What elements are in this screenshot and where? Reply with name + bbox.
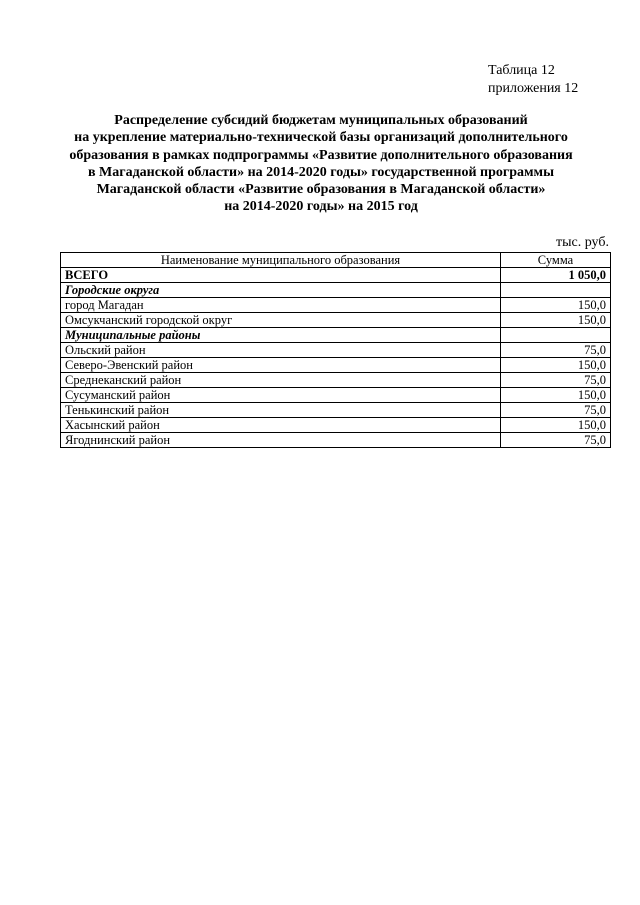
municipality-name: Северо-Эвенский район	[61, 358, 501, 373]
municipality-name: Ольский район	[61, 343, 501, 358]
title-line: образования в рамках подпрограммы «Развитие дополнительного образования	[69, 147, 573, 163]
table-row	[61, 433, 611, 448]
table-row	[61, 343, 611, 358]
municipality-name: Омсукчанский городской округ	[61, 313, 501, 328]
table-row	[61, 373, 611, 388]
municipality-name: Сусуманский район	[61, 388, 501, 403]
table-row	[61, 298, 611, 313]
table-reference	[488, 62, 578, 98]
subsidy-amount: 75,0	[501, 373, 611, 388]
table-row	[61, 403, 611, 418]
municipality-name: город Магадан	[61, 298, 501, 313]
units-label: тыс. руб.	[556, 235, 609, 250]
table-row	[61, 388, 611, 403]
subsidy-amount: 150,0	[501, 388, 611, 403]
municipality-name: Хасынский район	[61, 418, 501, 433]
total-label: ВСЕГО	[61, 268, 501, 283]
subsidy-amount: 150,0	[501, 418, 611, 433]
section-row	[61, 328, 611, 343]
subsidy-amount: 75,0	[501, 403, 611, 418]
title-line: Магаданской области «Развитие образования в Магаданской области»	[96, 182, 546, 198]
subsidy-table	[60, 252, 611, 448]
total-row	[61, 268, 611, 283]
column-header-sum: Сумма	[501, 253, 611, 268]
table-row	[61, 418, 611, 433]
title-line: Распределение субсидий бюджетам муниципальных образований	[114, 113, 528, 128]
subsidy-amount: 75,0	[501, 433, 611, 448]
subsidy-amount: 150,0	[501, 313, 611, 328]
table-row	[61, 358, 611, 373]
document-title	[40, 112, 602, 216]
municipality-name: Среднеканский район	[61, 373, 501, 388]
column-header-name: Наименование муниципального образования	[61, 253, 501, 268]
total-value: 1 050,0	[501, 268, 611, 283]
section-label: Городские округа	[61, 283, 501, 298]
section-empty-cell	[501, 283, 611, 298]
municipality-name: Тенькинский район	[61, 403, 501, 418]
title-line: в Магаданской области» на 2014-2020 годы» государственной программы	[87, 164, 555, 180]
municipality-name: Ягоднинский район	[61, 433, 501, 448]
table-row	[61, 313, 611, 328]
table-header-row	[61, 253, 611, 268]
section-row	[61, 283, 611, 298]
subsidy-amount: 150,0	[501, 358, 611, 373]
section-label: Муниципальные районы	[61, 328, 501, 343]
title-line: на 2014-2020 годы» на 2015 год	[224, 199, 418, 215]
appendix-number-label: приложения 12	[488, 81, 579, 96]
title-line: на укрепление материально-технической базы организаций дополнительного	[74, 130, 568, 146]
section-empty-cell	[501, 328, 611, 343]
subsidy-amount: 75,0	[501, 343, 611, 358]
table-number-label: Таблица 12	[488, 63, 555, 78]
subsidy-amount: 150,0	[501, 298, 611, 313]
